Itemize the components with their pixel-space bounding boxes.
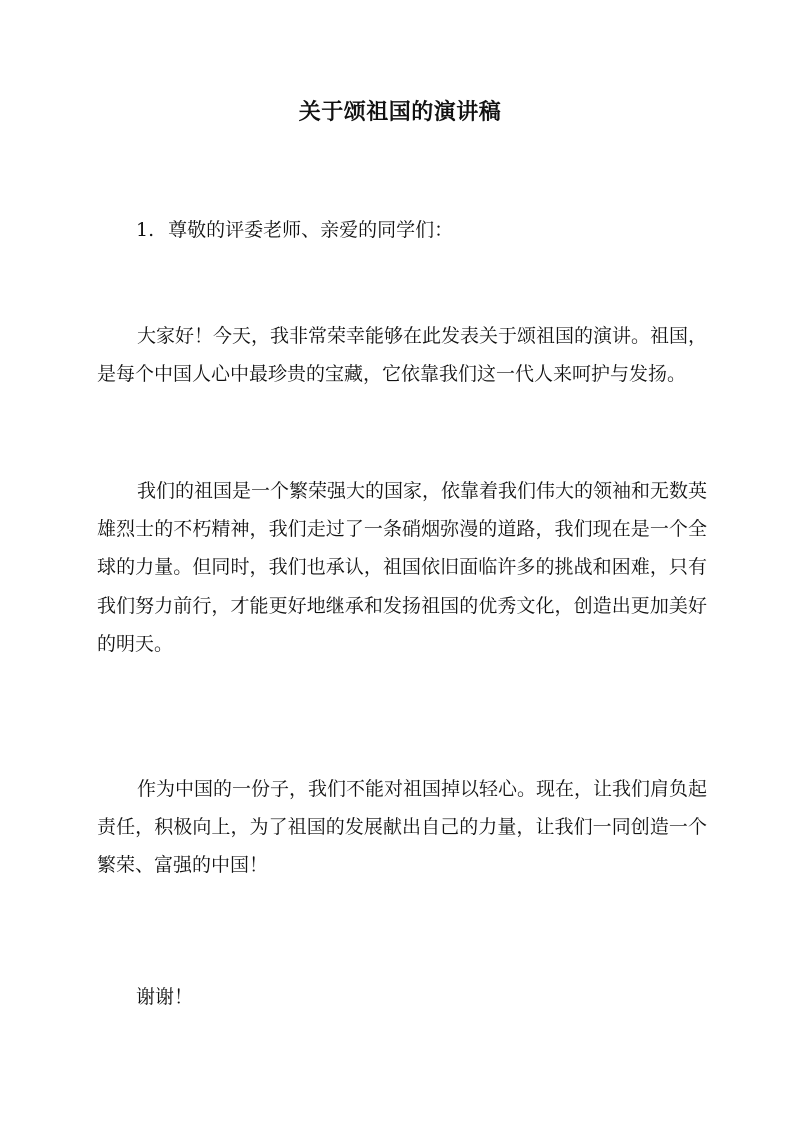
closing-thanks: 谢谢！ bbox=[136, 986, 194, 1008]
document-title: 关于颂祖国的演讲稿 bbox=[298, 99, 502, 125]
paragraph-greeting: 大家好！今天，我非常荣幸能够在此发表关于颂祖国的演讲。祖国，是每个中国人心中最珍贵的宝藏，它依靠我们这一代人来呵护与发扬。 bbox=[97, 325, 708, 386]
list-number: 1. bbox=[136, 219, 155, 241]
salutation-text: 尊敬的评委老师、亲爱的同学们： bbox=[168, 219, 454, 241]
paragraph-motherland: 我们的祖国是一个繁荣强大的国家，依靠着我们伟大的领袖和无数英雄烈士的不朽精神，我们走过了一条硝烟弥漫的道路，我们现在是一个全球的力量。但同时，我们也承认，祖国依旧面临许多的挑战和困难，只有我们努力前行，才能更好地继承和发扬祖国的优秀文化，创造出更加美好的明天。 bbox=[97, 480, 708, 655]
paragraph-call-to-action: 作为中国的一份子，我们不能对祖国掉以轻心。现在，让我们肩负起责任，积极向上，为了祖国的发展献出自己的力量，让我们一同创造一个繁荣、富强的中国！ bbox=[97, 778, 708, 877]
salutation-line bbox=[136, 216, 453, 244]
